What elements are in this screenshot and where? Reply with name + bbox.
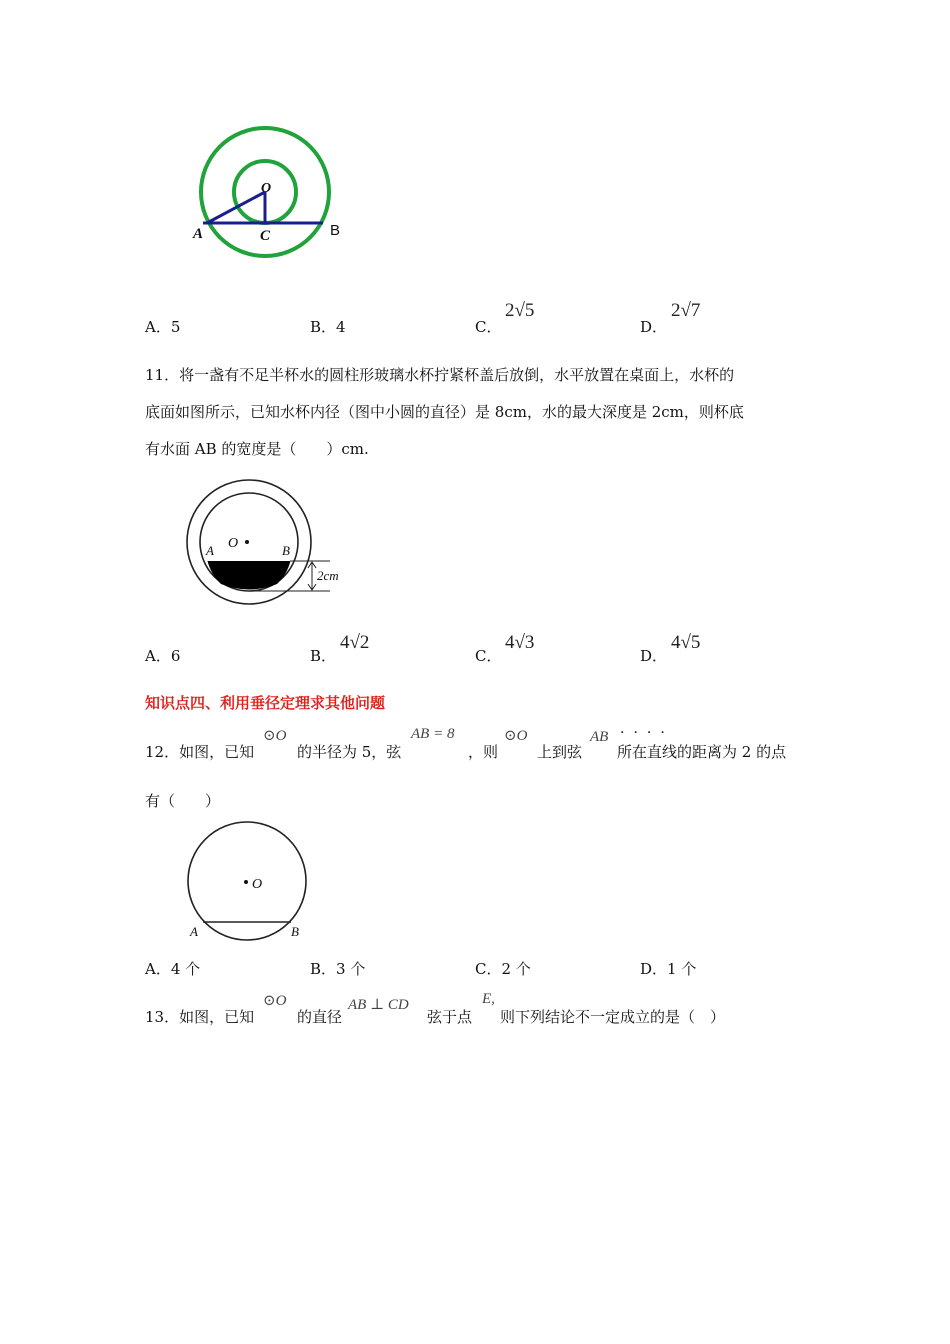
q11-label-b: B [282,543,290,558]
q12-option-a [145,958,200,979]
q12-option-b-key: B． [310,960,337,978]
q12-text-part3: ，则 [468,743,499,761]
q10-option-a-key: A． [145,318,171,336]
q11-option-b-key: B． [310,647,337,665]
q12-label-b: B [291,924,299,939]
q13-point-e: E, [482,991,495,1007]
q10-label-a: A [193,226,204,242]
q13-perp: AB ⊥ CD [348,997,409,1013]
q12-text-part1: 12．如图，已知 [145,743,255,761]
q10-option-d-value: 2√7 [671,300,701,321]
q11-line-1: 11．将一盏有不足半杯水的圆柱形玻璃水杯拧紧杯盖后放倒，水平放置在桌面上，水杯的 [145,366,735,384]
q11-label-a: A [206,543,214,558]
q10-option-b-value: 4 [336,318,346,336]
q11-option-d-key: D． [640,647,668,665]
q11-option-c [475,645,501,666]
q11-option-a [145,645,180,666]
q10-option-a [145,316,180,337]
q12-label-a: A [190,924,198,939]
section-heading: 知识点四、利用垂径定理求其他问题 [145,694,386,712]
q12-circle-o: ⊙O [263,728,287,744]
q12-option-c-value: 2 个 [501,960,531,978]
q10-figure [185,120,365,265]
q13-text-part4: 则下列结论不一定成立的是（ ） [500,1008,726,1026]
q12-text-part5: 所在直线的距离为 2 的点 [617,743,787,761]
q10-option-d [640,316,667,337]
q12-text-part4: 上到弦 [537,743,583,761]
q11-option-b [310,645,336,666]
q10-option-c-key: C． [475,318,502,336]
q12-text-part2: 的半径为 5，弦 [297,743,402,761]
q12-option-a-value: 4 个 [170,960,201,978]
q10-option-d-key: D． [640,318,668,336]
q12-option-d [640,958,696,979]
q11-figure [180,478,360,608]
q11-option-c-key: C． [475,647,502,665]
q10-option-b [310,316,346,337]
q11-option-b-value: 4√2 [340,632,370,653]
q12-emphasis-dots: ···· [620,725,674,741]
q11-option-d-value: 4√5 [671,632,701,653]
q12-option-c-key: C． [475,960,502,978]
q11-option-c-value: 4√3 [505,632,535,653]
q10-label-o: O [261,181,272,196]
q11-line-3: 有水面 AB 的宽度是（ ）cm. [145,440,369,458]
q10-option-c-value: 2√5 [505,300,535,321]
q11-option-a-key: A． [145,647,171,665]
q12-option-b-value: 3 个 [336,960,366,978]
q12-center-dot [244,880,248,884]
q11-label-o: O [228,536,239,551]
q12-option-b [310,958,365,979]
q10-label-c: C [260,228,271,244]
q11-water-region [208,561,291,590]
q11-center-dot [245,540,249,544]
q12-ab: AB [590,729,609,745]
q13-circle-o: ⊙O [263,993,287,1009]
q11-line-2: 底面如图所示，已知水杯内径（图中小圆的直径）是 8cm，水的最大深度是 2cm，则杯底 [145,403,744,421]
q12-text-line2: 有（ ） [145,792,221,810]
q13-text-part3: 弦于点 [427,1008,473,1026]
q12-option-c [475,958,531,979]
q10-option-a-value: 5 [170,318,181,336]
q12-label-o: O [252,877,263,892]
q13-text-part1: 13．如图，已知 [145,1008,255,1026]
q12-option-d-key: D． [640,960,668,978]
q12-figure [180,818,320,943]
q13-text-part2: 的直径 [297,1008,343,1026]
q10-label-b: B [330,222,341,239]
q10-option-b-key: B． [310,318,337,336]
q12-eq-ab: AB = 8 [411,726,455,742]
q10-option-c [475,316,501,337]
q12-circle-o2: ⊙O [504,728,528,744]
q11-option-a-value: 6 [170,647,181,665]
q12-option-a-key: A． [145,960,171,978]
q11-option-d [640,645,667,666]
q12-option-d-value: 1 个 [667,960,697,978]
q11-label-depth: 2cm [317,568,339,583]
